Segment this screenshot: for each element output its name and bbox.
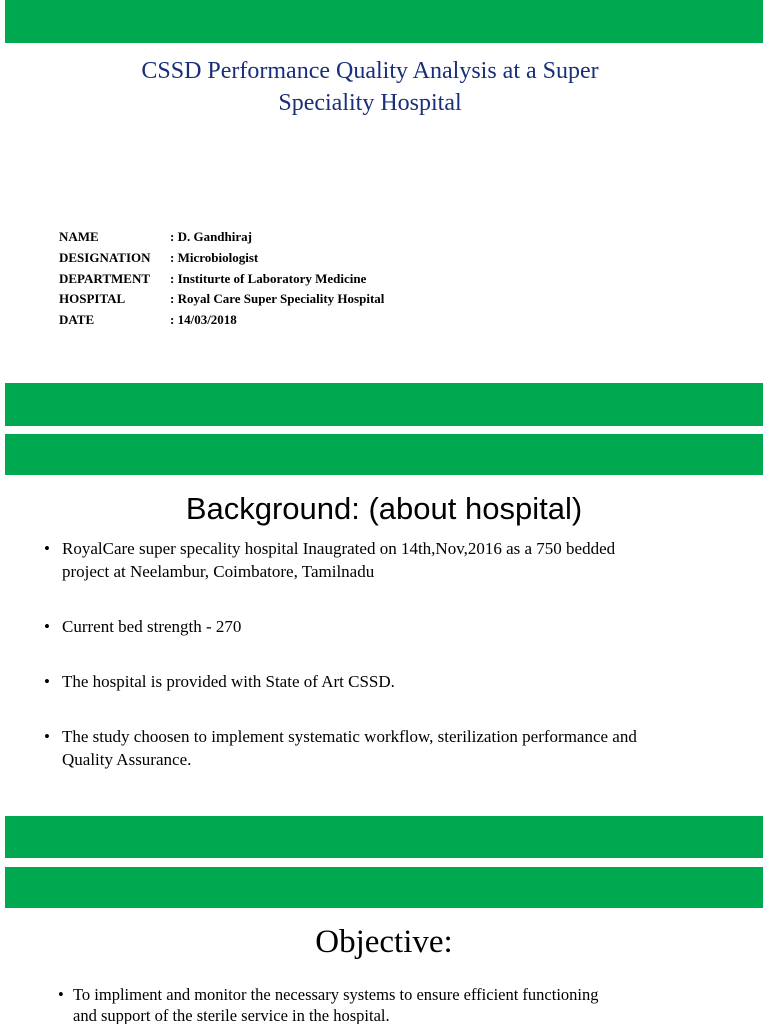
info-label: HOSPITAL [59, 291, 126, 307]
list-item [58, 984, 738, 1024]
info-value: : Institurte of Laboratory Medicine [170, 270, 367, 286]
header-green-band [5, 0, 763, 43]
bullet-text-line: To impliment and monitor the necessary systems to ensure efficient functioning [73, 985, 599, 1004]
info-row-hospital [59, 289, 384, 310]
bullet-icon: • [44, 672, 50, 691]
slide-header-green-band [5, 434, 763, 475]
bullet-icon: • [44, 617, 50, 636]
title-line-2: Speciality Hospital [278, 90, 462, 116]
info-row-date [59, 310, 384, 331]
presenter-info [59, 227, 384, 331]
objective-bullet-list [58, 984, 738, 1024]
bullet-icon: • [44, 727, 50, 746]
slide-footer-green-band [5, 383, 763, 426]
bullet-text-line: and support of the sterile service in the hospital. [73, 1006, 390, 1024]
bullet-text-line: The hospital is provided with State of Art CSSD. [62, 672, 395, 691]
title-line-1: CSSD Performance Quality Analysis at a Super [141, 58, 599, 84]
background-heading: Background: (about hospital) [185, 491, 583, 526]
list-item [44, 725, 734, 771]
info-row-designation [59, 248, 384, 269]
info-value: : 14/03/2018 [170, 312, 237, 328]
page-title [0, 55, 740, 119]
bullet-icon: • [44, 539, 50, 558]
list-item [44, 615, 734, 638]
info-value: : Royal Care Super Speciality Hospital [170, 291, 385, 307]
info-label: DATE [59, 312, 95, 328]
bullet-text-line: project at Neelambur, Coimbatore, Tamilnadu [62, 562, 375, 581]
objective-heading: Objective: [315, 924, 453, 960]
bullet-text-line: The study choosen to implement systematic workflow, sterilization performance and [62, 727, 637, 746]
background-bullet-list [44, 537, 734, 771]
list-item [44, 537, 734, 583]
bullet-text-line: Quality Assurance. [62, 750, 192, 769]
slide-footer-green-band [5, 816, 763, 858]
bullet-icon: • [58, 985, 64, 1004]
info-row-department [59, 269, 384, 290]
info-value: : Microbiologist [170, 249, 259, 265]
slide-header-green-band [5, 867, 763, 908]
list-item [44, 670, 734, 693]
info-label: DEPARTMENT [59, 270, 151, 286]
info-value: : D. Gandhiraj [170, 229, 252, 244]
info-label: DESIGNATION [59, 249, 151, 265]
info-row-name [59, 227, 384, 248]
bullet-text-line: Current bed strength - 270 [62, 617, 242, 636]
bullet-text-line: RoyalCare super specality hospital Inaugrated on 14th,Nov,2016 as a 750 bedded [62, 539, 616, 558]
info-label: NAME [59, 229, 99, 244]
